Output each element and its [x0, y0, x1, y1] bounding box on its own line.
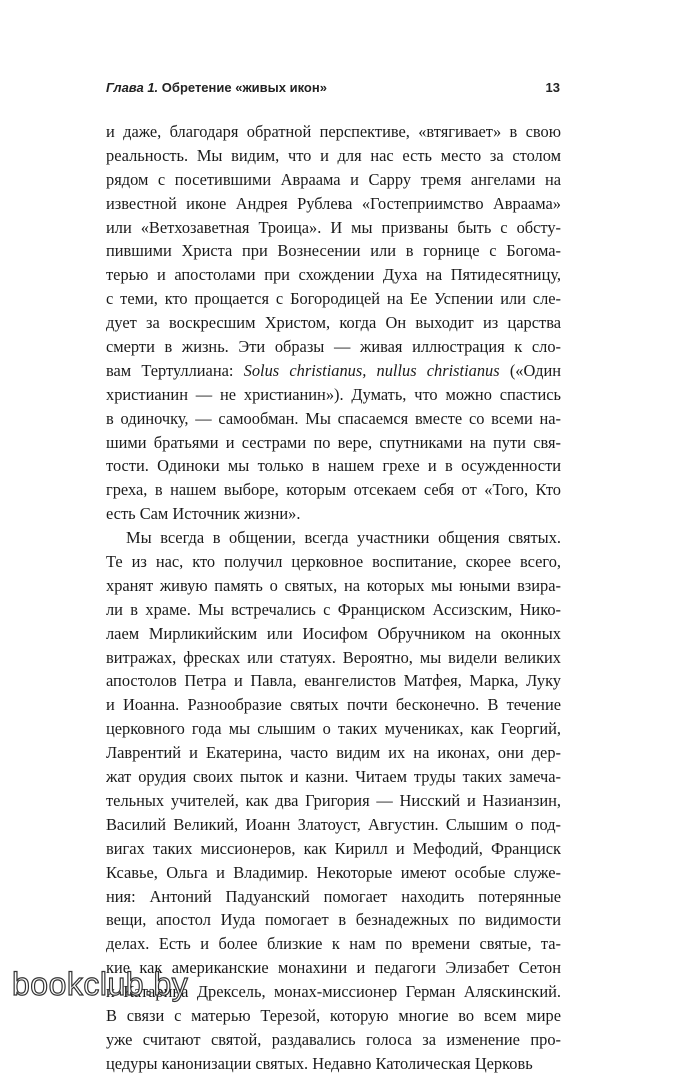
text-line: дует за воскресшим Христом, когда Он выходит из царства	[106, 313, 561, 333]
chapter-title: Обретение «живых икон»	[161, 80, 327, 95]
text-line: есть Сам Источник жизни».	[106, 504, 301, 524]
text-line: Те из нас, кто получил церковное воспитание, скорее всего,	[106, 552, 561, 572]
page-body	[106, 120, 561, 1076]
chapter-heading	[106, 80, 327, 95]
text-line: и Иоанна. Разнообразие святых почти бесконечно. В течение	[106, 695, 561, 715]
text-line: церковного года мы слышим о таких мучениках, как Георгий,	[106, 719, 561, 739]
watermark: bookclub.by	[12, 966, 189, 1002]
text-line: жат орудия своих пыток и казни. Читаем труды таких замеча-	[106, 767, 561, 787]
text-line: кие как американские монахини и педагоги Элизабет Сетон	[106, 958, 561, 978]
text-line: или «Ветхозаветная Троица». И мы призваны быть с обсту-	[106, 217, 561, 237]
text-line: тости. Одиноки мы только в нашем грехе и в осужденности	[106, 456, 561, 476]
text-line: Мы всегда в общении, всегда участники общения святых.	[126, 528, 561, 548]
running-header	[106, 80, 560, 95]
text-line: шими братьями и сестрами по вере, спутниками на пути свя-	[106, 432, 561, 452]
text-line: терью и апостолами при схождении Духа на Пятидесятницу,	[106, 265, 561, 285]
text-line: вигах таких миссионеров, как Кирилл и Мефодий, Франциск	[106, 838, 561, 858]
text-line: лаем Мирликийским или Иосифом Обручником на оконных	[106, 623, 561, 643]
text-line: витражах, фресках или статуях. Вероятно, мы видели великих	[106, 647, 561, 667]
text-line: Ксавье, Ольга и Владимир. Некоторые имеют особые служе-	[106, 862, 561, 882]
page-number: 13	[545, 80, 560, 95]
text-line: ли в храме. Мы встречались с Франциском Ассизским, Нико-	[106, 599, 561, 619]
text-line: рядом с посетившими Авраама и Сарру тремя ангелами на	[106, 169, 561, 189]
text-line: и Катарина Дрексель, монах-миссионер Герман Аляскинский.	[106, 982, 561, 1002]
text-line: смерти в жизнь. Эти образы — живая иллюстрация к сло-	[106, 337, 561, 357]
text-line: ния: Антоний Падуанский помогает находить потерянные	[106, 886, 561, 906]
text-line: с теми, кто прощается с Богородицей на Ее Успении или сле-	[106, 289, 561, 309]
text-line: пившими Христа при Вознесении или в горнице с Богома-	[106, 241, 561, 261]
text-line: вещи, апостол Иуда помогает в безнадежных по видимости	[106, 910, 561, 930]
text-line: реальность. Мы видим, что и для нас есть место за столом	[106, 145, 561, 165]
text-line: христианин — не христианин»). Думать, что можно спастись	[106, 384, 561, 404]
text-line: делах. Есть и более близкие к нам по времени святые, та-	[106, 934, 561, 954]
text-line: уже считают святой, раздавались голоса за изменение про-	[106, 1029, 561, 1049]
text-line: Василий Великий, Иоанн Златоуст, Августин. Слышим о под-	[106, 814, 561, 834]
text-line: вам Тертуллиана: Solus christianus, nullus christianus («Один	[106, 360, 561, 380]
text-line: известной иконе Андрея Рублева «Гостеприимство Авраама»	[106, 193, 561, 213]
text-line: цедуры канонизации святых. Недавно Католическая Церковь	[106, 1053, 533, 1073]
text-line: и даже, благодаря обратной перспективе, «втягивает» в свою	[106, 122, 561, 141]
text-line: апостолов Петра и Павла, евангелистов Матфея, Марка, Луку	[106, 671, 561, 691]
text-line: В связи с матерью Терезой, которую многие во всем мире	[106, 1005, 561, 1025]
chapter-label: Глава 1.	[106, 80, 159, 95]
latin-quote: Solus christianus, nullus christianus	[243, 360, 500, 380]
text-line: тельных учителей, как два Григория — Нисский и Назианзин,	[106, 790, 561, 810]
text-line: Лаврентий и Екатерина, часто видим их на иконах, они дер-	[106, 743, 561, 763]
text-line: греха, в нашем выборе, которым отсекаем себя от «Того, Кто	[106, 480, 561, 500]
text-line: в одиночку, — самообман. Мы спасаемся вместе со всеми на-	[106, 408, 561, 428]
paragraph	[106, 120, 561, 526]
text-line: хранят живую память о святых, на которых мы юными взира-	[106, 575, 561, 595]
